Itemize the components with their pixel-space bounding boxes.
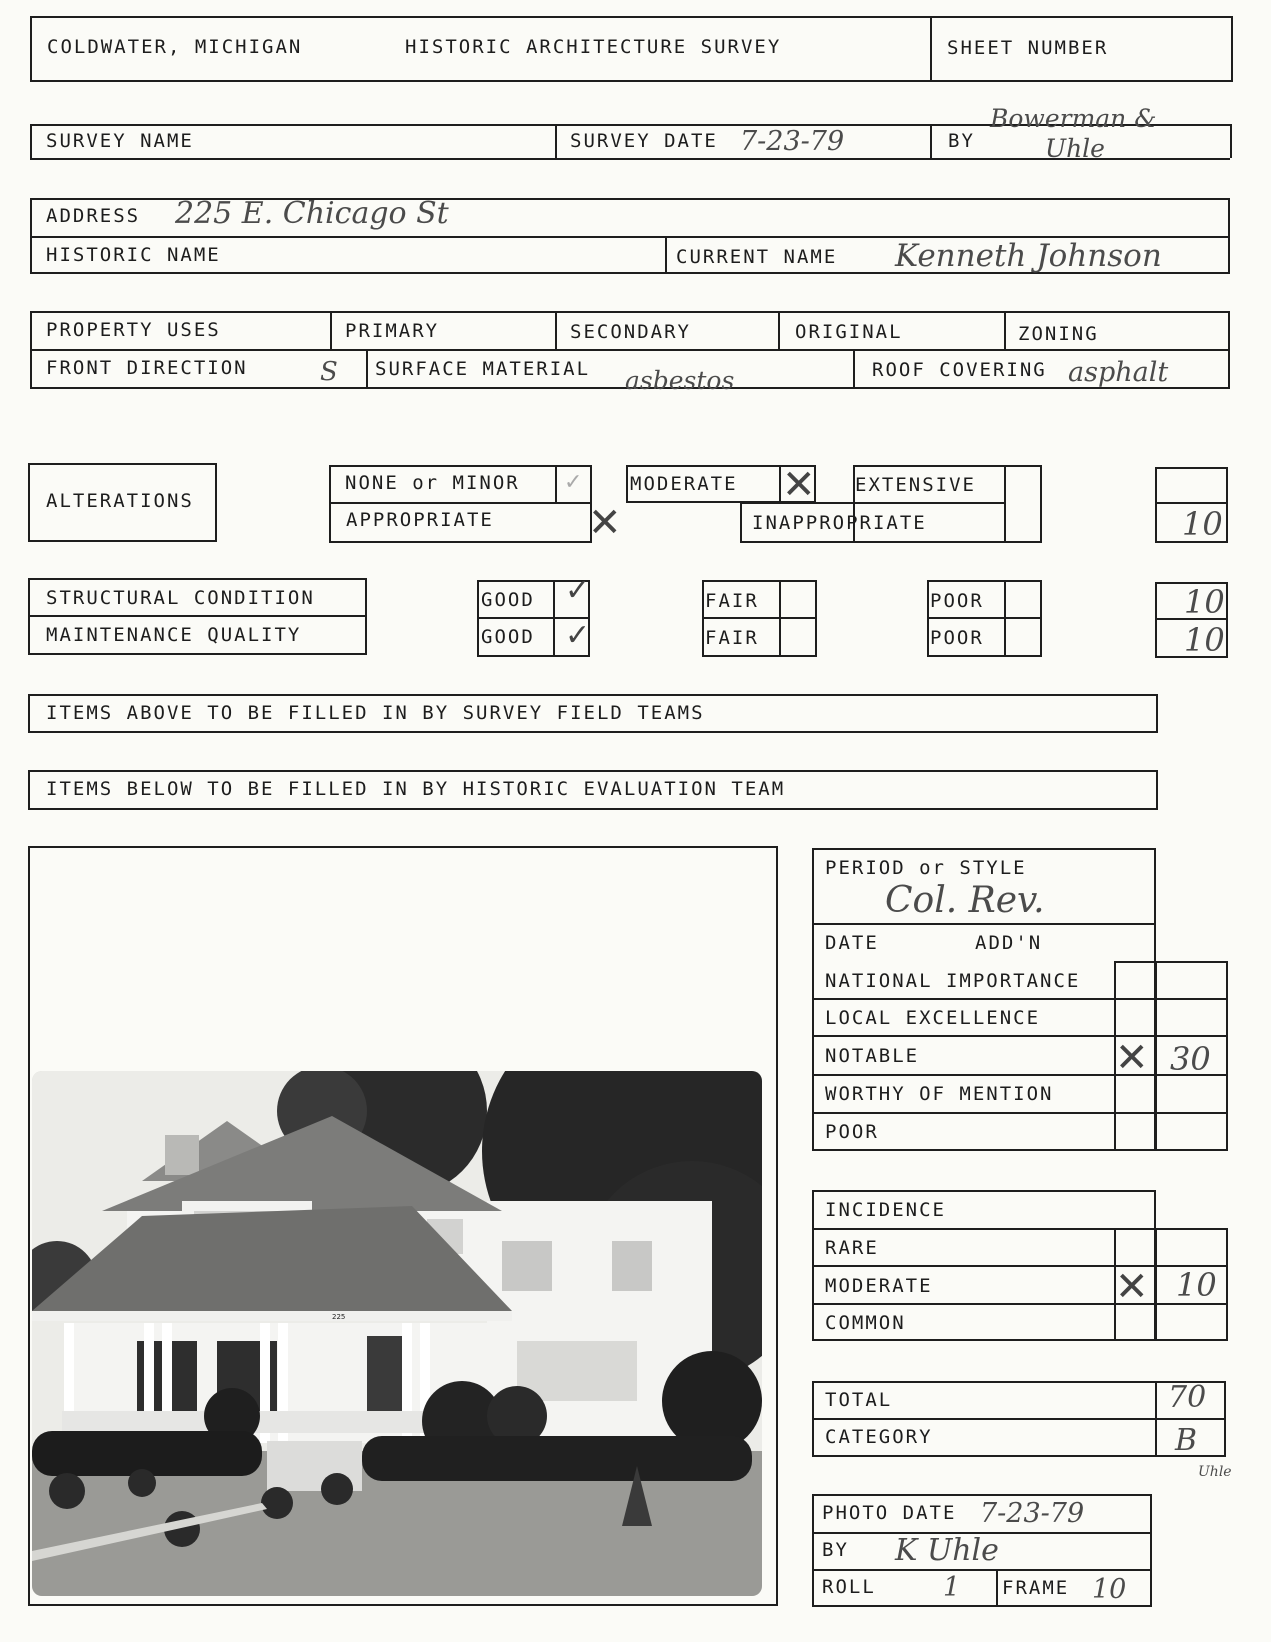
secondary-label: SECONDARY xyxy=(570,321,691,343)
fair-label-2: FAIR xyxy=(705,627,759,649)
good-label-1: GOOD xyxy=(481,589,535,611)
surface-material-value: asbestos xyxy=(625,366,735,395)
survey-by-value-2: Uhle xyxy=(1045,134,1105,163)
common-label: COMMON xyxy=(825,1312,906,1334)
period-style-value: Col. Rev. xyxy=(885,880,1045,921)
moderate-label: MODERATE xyxy=(630,473,738,495)
house-photograph xyxy=(32,1071,762,1596)
local-excellence-label: LOCAL EXCELLENCE xyxy=(825,1007,1041,1029)
roof-covering-value: asphalt xyxy=(1068,357,1169,388)
appropriate-label: APPROPRIATE xyxy=(346,509,494,531)
category-value: B xyxy=(1175,1423,1198,1458)
frame-value: 10 xyxy=(1092,1574,1127,1605)
survey-by-label: BY xyxy=(948,130,975,152)
primary-label: PRIMARY xyxy=(345,320,440,342)
notable-score: 30 xyxy=(1170,1040,1211,1078)
total-label: TOTAL xyxy=(825,1389,893,1411)
front-direction-value: S xyxy=(320,357,338,387)
surface-material-label: SURFACE MATERIAL xyxy=(375,358,591,380)
note-below: ITEMS BELOW TO BE FILLED IN BY HISTORIC EVALUATION TEAM xyxy=(46,778,786,800)
photo-date-label: PHOTO DATE xyxy=(822,1502,957,1524)
none-minor-checkmark: ✓ xyxy=(564,470,583,495)
current-name-label: CURRENT NAME xyxy=(676,246,838,268)
photo-date-value: 7-23-79 xyxy=(980,1498,1085,1529)
good-label-2: GOOD xyxy=(481,626,535,648)
historic-name-label: HISTORIC NAME xyxy=(46,244,221,266)
frame-label: FRAME xyxy=(1002,1577,1070,1599)
incidence-label: INCIDENCE xyxy=(825,1199,946,1221)
category-label: CATEGORY xyxy=(825,1426,933,1448)
property-uses-label: PROPERTY USES xyxy=(46,319,221,341)
front-direction-label: FRONT DIRECTION xyxy=(46,357,248,379)
incidence-moderate-x-mark: ✕ xyxy=(1115,1264,1149,1310)
photo-by-label: BY xyxy=(822,1539,849,1561)
eval-poor-label: POOR xyxy=(825,1121,879,1143)
period-style-label: PERIOD or STYLE xyxy=(825,857,1027,879)
zoning-label: ZONING xyxy=(1018,323,1099,345)
inappropriate-label: INAPPROPRIATE xyxy=(752,512,927,534)
moderate-x-mark: ✕ xyxy=(782,462,816,508)
notable-x-mark: ✕ xyxy=(1115,1035,1149,1081)
structural-condition-label: STRUCTURAL CONDITION xyxy=(46,587,315,609)
city-label: COLDWATER, MICHIGAN xyxy=(47,36,303,58)
category-initials: Uhle xyxy=(1198,1464,1232,1480)
national-importance-label: NATIONAL IMPORTANCE xyxy=(825,970,1081,992)
rare-label: RARE xyxy=(825,1237,879,1259)
structural-score: 10 xyxy=(1184,583,1225,621)
structural-good-checkmark: ✓ xyxy=(565,573,591,608)
alterations-score: 10 xyxy=(1182,505,1223,543)
worthy-of-mention-label: WORTHY OF MENTION xyxy=(825,1083,1054,1105)
poor-label-2: POOR xyxy=(930,627,984,649)
roll-value: 1 xyxy=(943,1572,961,1603)
form-title: HISTORIC ARCHITECTURE SURVEY xyxy=(405,36,782,58)
poor-label-1: POOR xyxy=(930,590,984,612)
note-above: ITEMS ABOVE TO BE FILLED IN BY SURVEY FIELD TEAMS xyxy=(46,702,705,724)
survey-name-label: SURVEY NAME xyxy=(46,130,194,152)
none-minor-label: NONE or MINOR xyxy=(345,472,520,494)
total-value: 70 xyxy=(1168,1380,1207,1415)
roof-covering-label: ROOF COVERING xyxy=(872,359,1047,381)
extensive-label: EXTENSIVE xyxy=(855,474,976,496)
date-label: DATE xyxy=(825,932,879,954)
maintenance-score: 10 xyxy=(1184,621,1225,659)
house-number: 225 xyxy=(332,1313,346,1321)
alterations-label: ALTERATIONS xyxy=(46,490,194,512)
survey-date-label: SURVEY DATE xyxy=(570,130,718,152)
fair-label-1: FAIR xyxy=(705,590,759,612)
photo-by-value: K Uhle xyxy=(895,1533,999,1568)
address-label: ADDRESS xyxy=(46,205,141,227)
survey-date-value: 7-23-79 xyxy=(740,126,845,157)
maintenance-good-checkmark: ✓ xyxy=(565,618,591,653)
notable-label: NOTABLE xyxy=(825,1045,920,1067)
sheet-number-label: SHEET NUMBER xyxy=(947,37,1109,59)
appropriate-x-mark: ✕ xyxy=(588,500,622,546)
incidence-moderate-label: MODERATE xyxy=(825,1275,933,1297)
address-value: 225 E. Chicago St xyxy=(175,196,449,231)
roll-label: ROLL xyxy=(822,1576,876,1598)
addn-label: ADD'N xyxy=(975,932,1043,954)
incidence-moderate-score: 10 xyxy=(1176,1266,1217,1304)
house-image xyxy=(32,1071,762,1596)
maintenance-quality-label: MAINTENANCE QUALITY xyxy=(46,624,302,646)
original-label: ORIGINAL xyxy=(795,321,903,343)
current-name-value: Kenneth Johnson xyxy=(895,238,1162,274)
survey-by-value-1: Bowerman & xyxy=(990,104,1157,133)
